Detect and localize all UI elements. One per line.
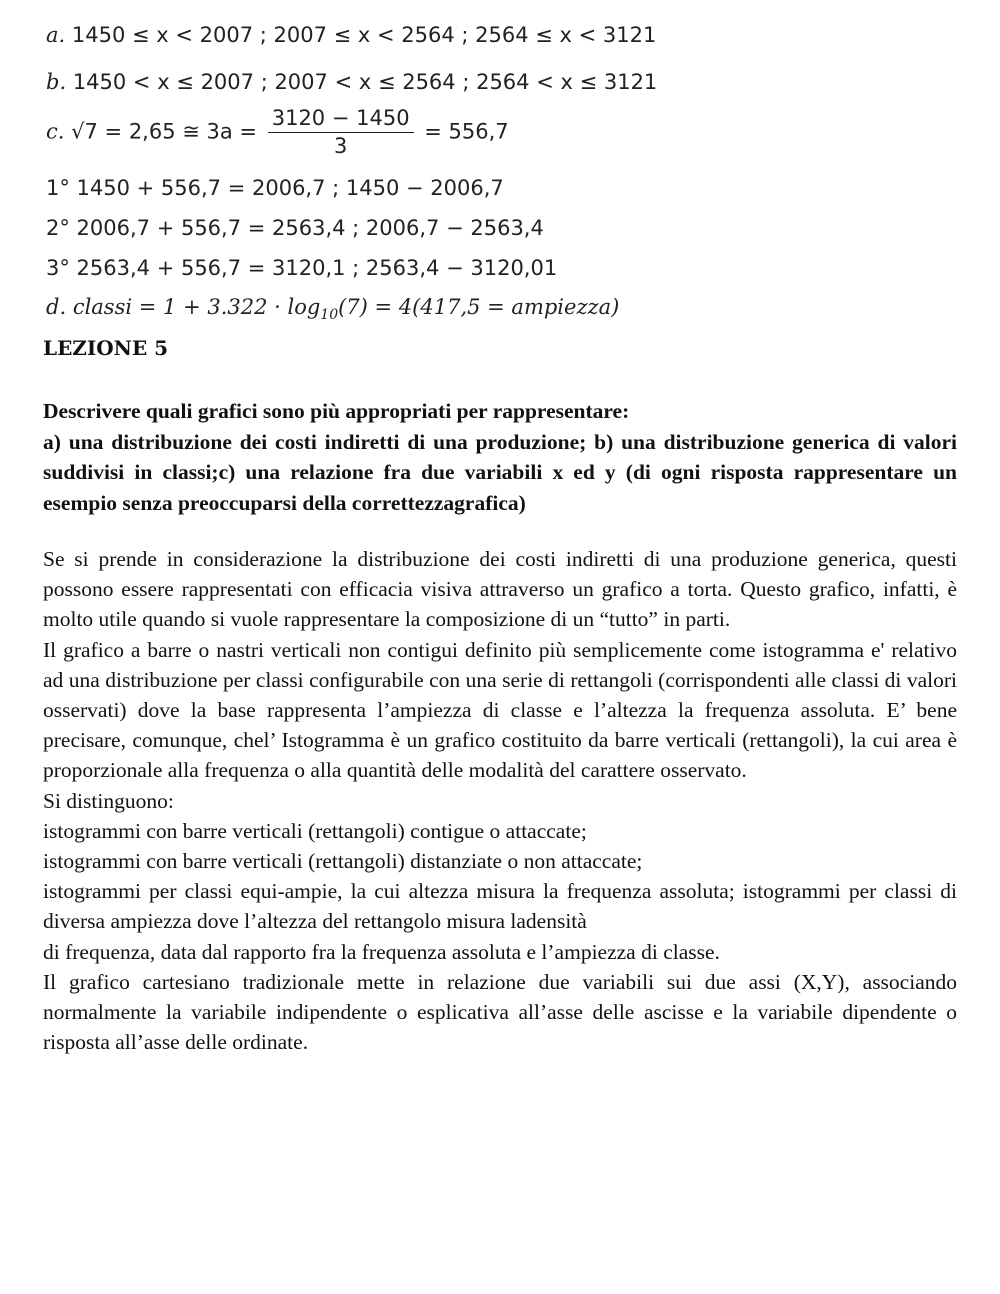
answer-paragraph-histogram: Il grafico a barre o nastri verticali non contigui definito più semplicemente come istogramma e' relativo ad una distribuzione per classi configurabile con una serie di rettangoli (corrispondenti alle classi di valori osservati) dove la base rappresenta l’ampiezza di classe e l’altezza la frequenza assoluta. E’ bene precisare, comunque, chel’ Istogramma è un grafico costituito da barre verticali (rettangoli), la cui area è proporzionale alla frequenza o alla quantità delle modalità del carattere osservato.	[43, 637, 957, 783]
fraction-numerator: 3120 − 1450	[268, 108, 414, 133]
answer-list-item: istogrammi per classi equi-ampie, la cui altezza misura la frequenza assoluta; istogrammi per classi di diversa ampiezza dove l’altezza del rettangolo misura ladensità	[43, 879, 957, 934]
formula-a-label: a.	[46, 23, 66, 47]
answer-list-intro: Si distinguono:	[43, 788, 174, 813]
question-items: a) una distribuzione dei costi indiretti di una produzione; b) una distribuzione generica di valori suddivisi in classi;c) una relazione fra due variabili x ed y (di ogni risposta rappresentare un esempio senza preoccuparsi della correttezzagrafica)	[43, 429, 957, 515]
answer-list-item: istogrammi con barre verticali (rettangoli) distanziate o non attaccate;	[43, 849, 643, 874]
formula-d-subscript: 10	[320, 307, 339, 323]
answer-list-item: istogrammi con barre verticali (rettangoli) contigue o attaccate;	[43, 818, 587, 843]
formula-a-text: 1450 ≤ x < 2007 ; 2007 ≤ x < 2564 ; 2564 ≤ x < 3121	[71, 23, 657, 47]
formula-c-right: = 556,7	[424, 119, 509, 144]
formula-b	[46, 72, 657, 93]
formula-step-2: 2° 2006,7 + 556,7 = 2563,4 ; 2006,7 − 2563,4	[46, 216, 544, 240]
formula-c-label: c.	[46, 119, 65, 144]
formula-d	[46, 297, 619, 322]
question-intro: Descrivere quali grafici sono più appropriati per rappresentare:	[43, 399, 630, 423]
answer-list-item-continued: di frequenza, data dal rapporto fra la frequenza assoluta e l’ampiezza di classe.	[43, 939, 720, 964]
formula-d-post: (7) = 4(417,5 = ampiezza)	[338, 295, 620, 319]
formula-step-1: 1° 1450 + 556,7 = 2006,7 ; 1450 − 2006,7	[46, 176, 504, 200]
lesson-title: LEZIONE 5	[43, 336, 169, 360]
formula-d-pre: classi = 1 + 3.322 · log	[72, 295, 321, 319]
formula-c-fraction	[268, 108, 414, 157]
formula-c	[46, 108, 509, 157]
formula-d-label: d.	[46, 295, 67, 319]
formula-c-left: √7 = 2,65 ≅ 3a =	[71, 119, 258, 144]
answer-paragraph-pie: Se si prende in considerazione la distribuzione dei costi indiretti di una produzione generica, questi possono essere rappresentati con efficacia visiva attraverso un grafico a torta. Questo grafico, infatti, è molto utile quando si vuole rappresentare la composizione di un “tutto” in parti.	[43, 547, 957, 632]
answer-block	[43, 544, 957, 1057]
answer-paragraph-cartesian: Il grafico cartesiano tradizionale mette in relazione due variabili sui due assi (X,Y), associando normalmente la variabile indipendente o esplicativa all’asse delle ascisse e la variabile dipendente o risposta all’asse delle ordinate.	[43, 969, 957, 1055]
fraction-denominator: 3	[333, 134, 348, 158]
formula-step-3: 3° 2563,4 + 556,7 = 3120,1 ; 2563,4 − 3120,01	[46, 256, 558, 280]
question-block	[43, 396, 957, 518]
formula-a	[46, 25, 656, 46]
formula-b-text: 1450 < x ≤ 2007 ; 2007 < x ≤ 2564 ; 2564 < x ≤ 3121	[72, 70, 658, 94]
formula-b-label: b.	[46, 70, 67, 94]
